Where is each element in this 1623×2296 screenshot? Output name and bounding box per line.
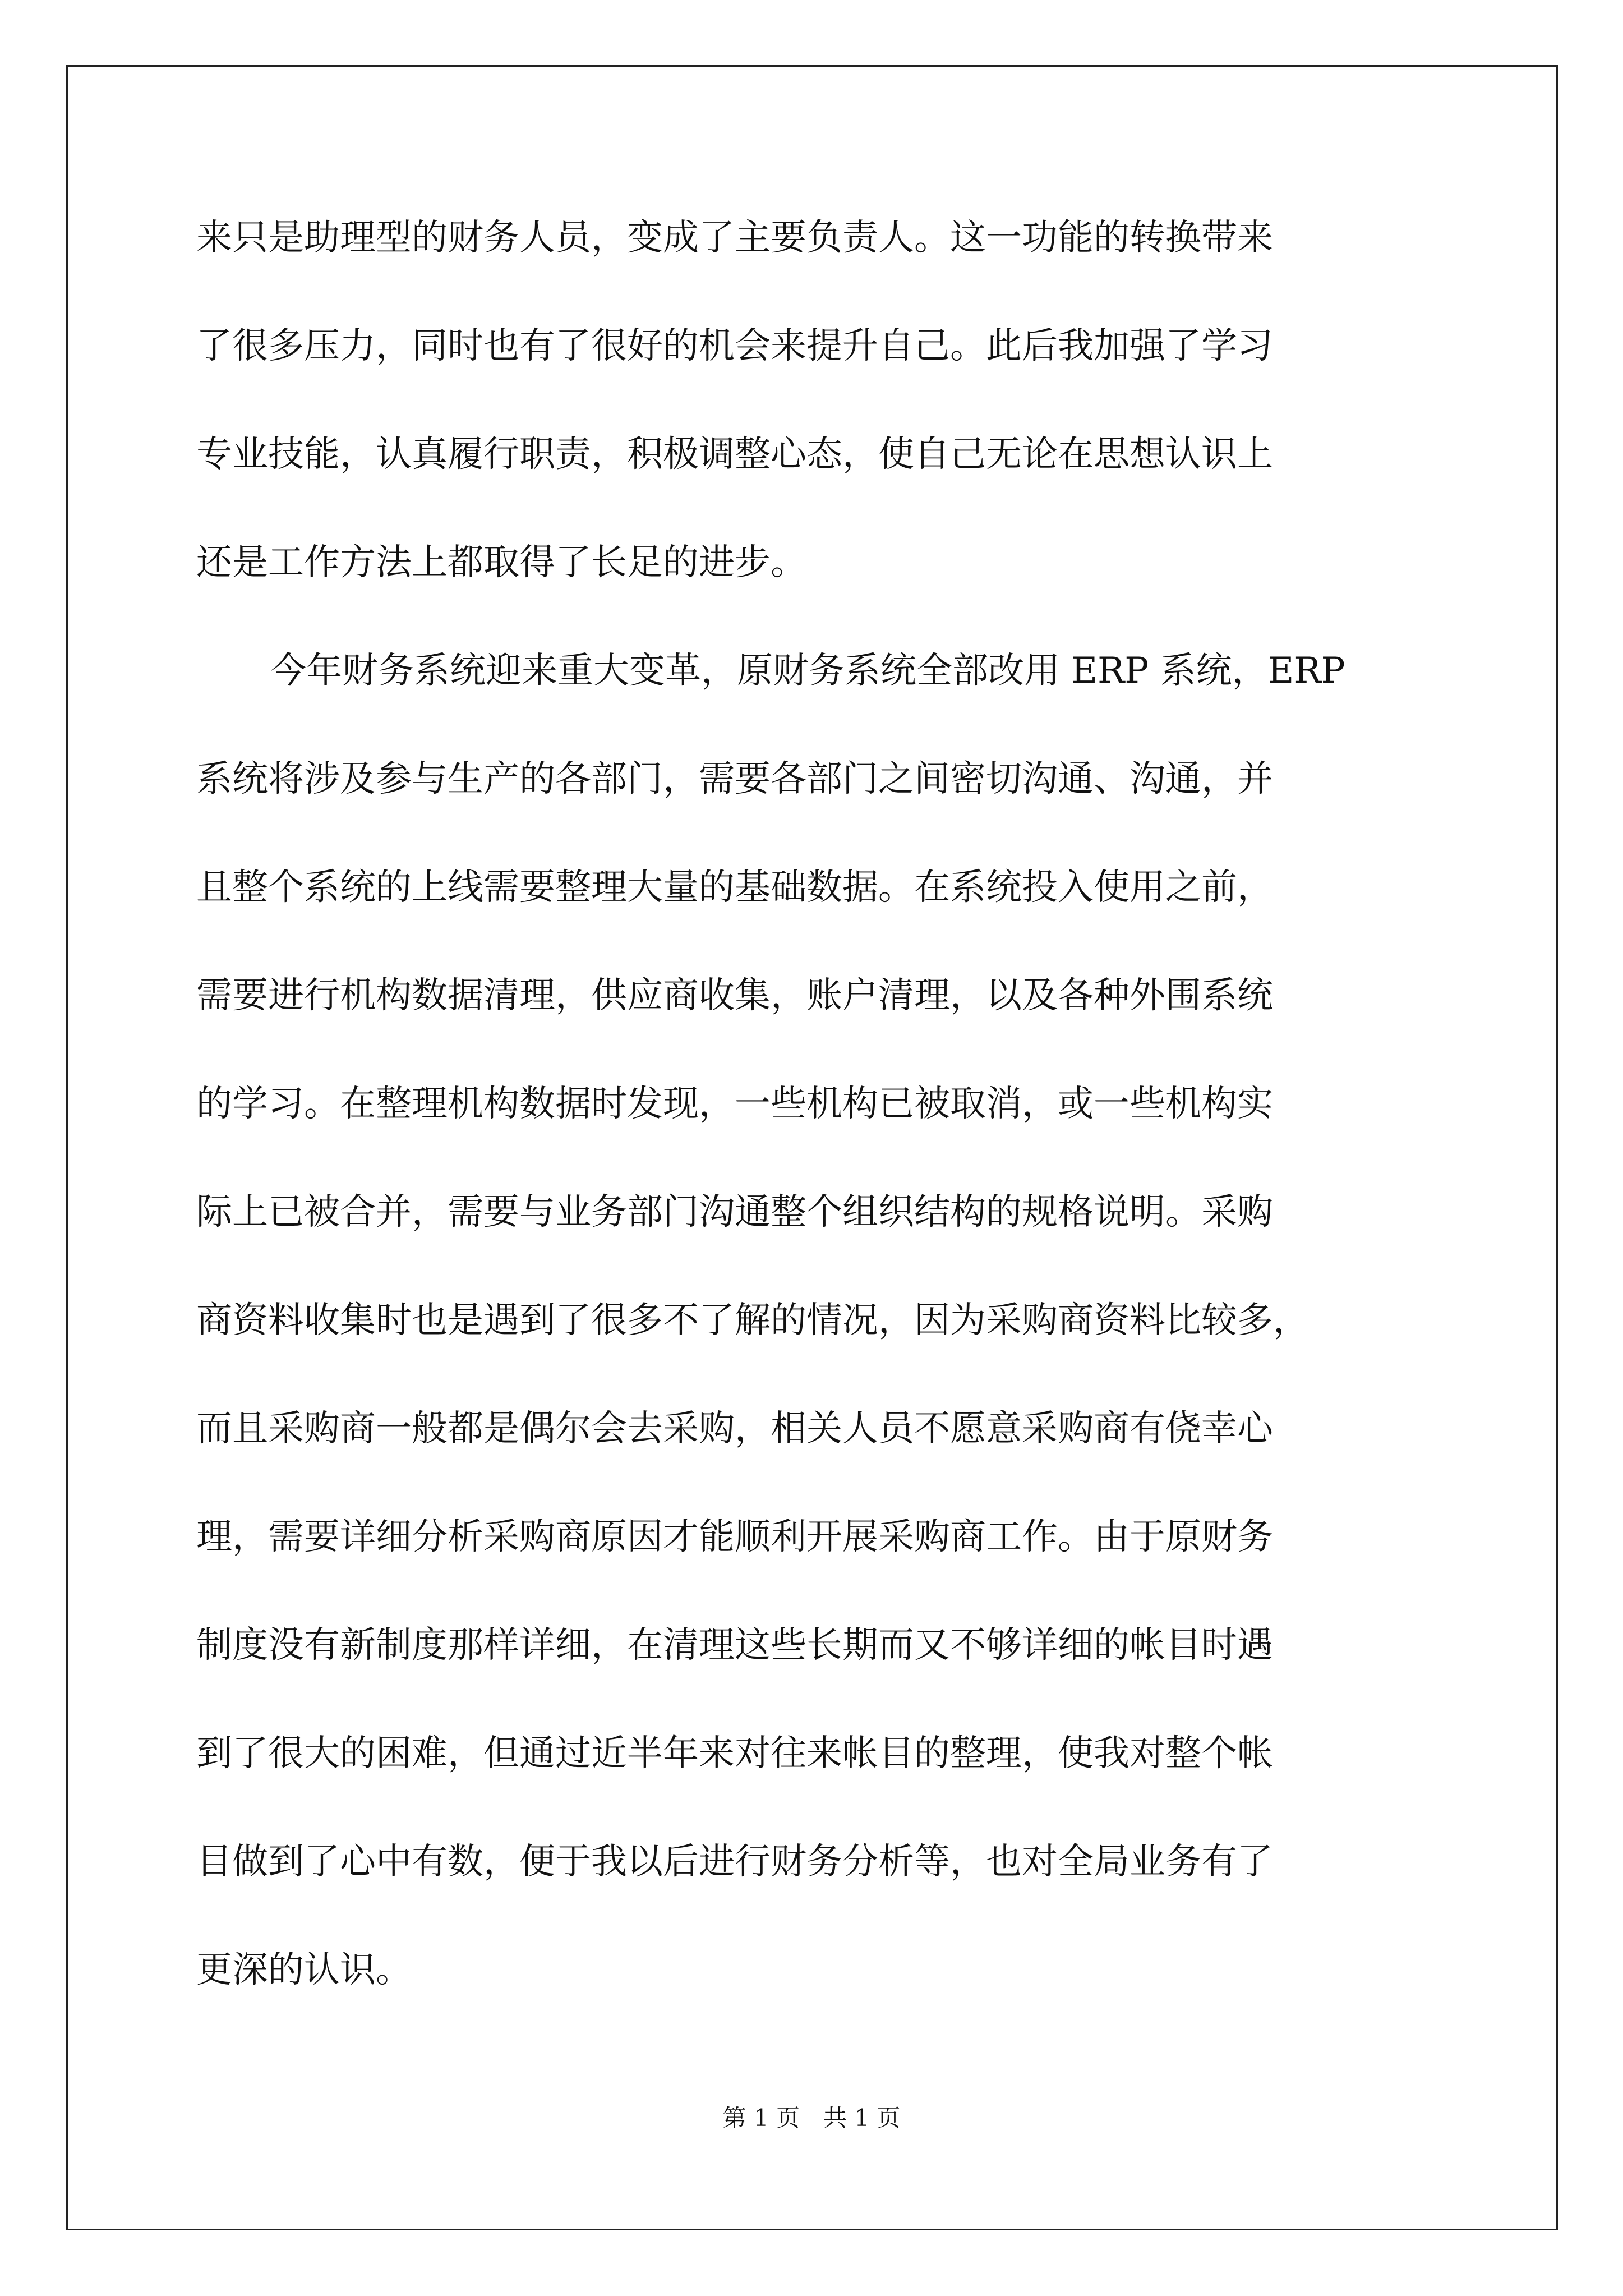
text-line: 制度没有新制度那样详细，在清理这些长期而又不够详细的帐目时遇 (196, 1625, 1273, 1666)
paragraph-first-line: 今年财务系统迎来重大变革，原财务系统全部改用 ERP 系统，ERP (270, 650, 1345, 692)
text-line: 到了很大的困难，但通过近半年来对往来帐目的整理，使我对整个帐 (196, 1733, 1273, 1774)
text-line: 商资料收集时也是遇到了很多不了解的情况，因为采购商资料比较多， (196, 1300, 1309, 1341)
text-line: 的学习。在整理机构数据时发现，一些机构已被取消，或一些机构实 (196, 1083, 1273, 1125)
text-line: 且整个系统的上线需要整理大量的基础数据。在系统投入使用之前， (196, 867, 1273, 908)
page-number-footer: 第 1 页 共 1 页 (722, 2104, 901, 2132)
text-line: 更深的认识。 (196, 1949, 412, 1991)
text-line: 际上已被合并，需要与业务部门沟通整个组织结构的规格说明。采购 (196, 1191, 1273, 1233)
text-line: 理，需要详细分析采购商原因才能顺利开展采购商工作。由于原财务 (196, 1516, 1273, 1558)
text-line: 而且采购商一般都是偶尔会去采购，相关人员不愿意采购商有侥幸心 (196, 1408, 1273, 1450)
text-line: 来只是助理型的财务人员，变成了主要负责人。这一功能的转换带来 (196, 217, 1273, 259)
text-line: 了很多压力，同时也有了很好的机会来提升自己。此后我加强了学习 (196, 325, 1273, 367)
text-line: 系统将涉及参与生产的各部门，需要各部门之间密切沟通、沟通，并 (196, 758, 1273, 800)
text-line: 目做到了心中有数，便于我以后进行财务分析等，也对全局业务有了 (196, 1841, 1273, 1883)
text-line: 需要进行机构数据清理，供应商收集，账户清理，以及各种外围系统 (196, 975, 1273, 1016)
page-border (66, 65, 1558, 2230)
text-line: 专业技能，认真履行职责，积极调整心态，使自己无论在思想认识上 (196, 434, 1273, 475)
text-line: 还是工作方法上都取得了长足的进步。 (196, 542, 806, 583)
